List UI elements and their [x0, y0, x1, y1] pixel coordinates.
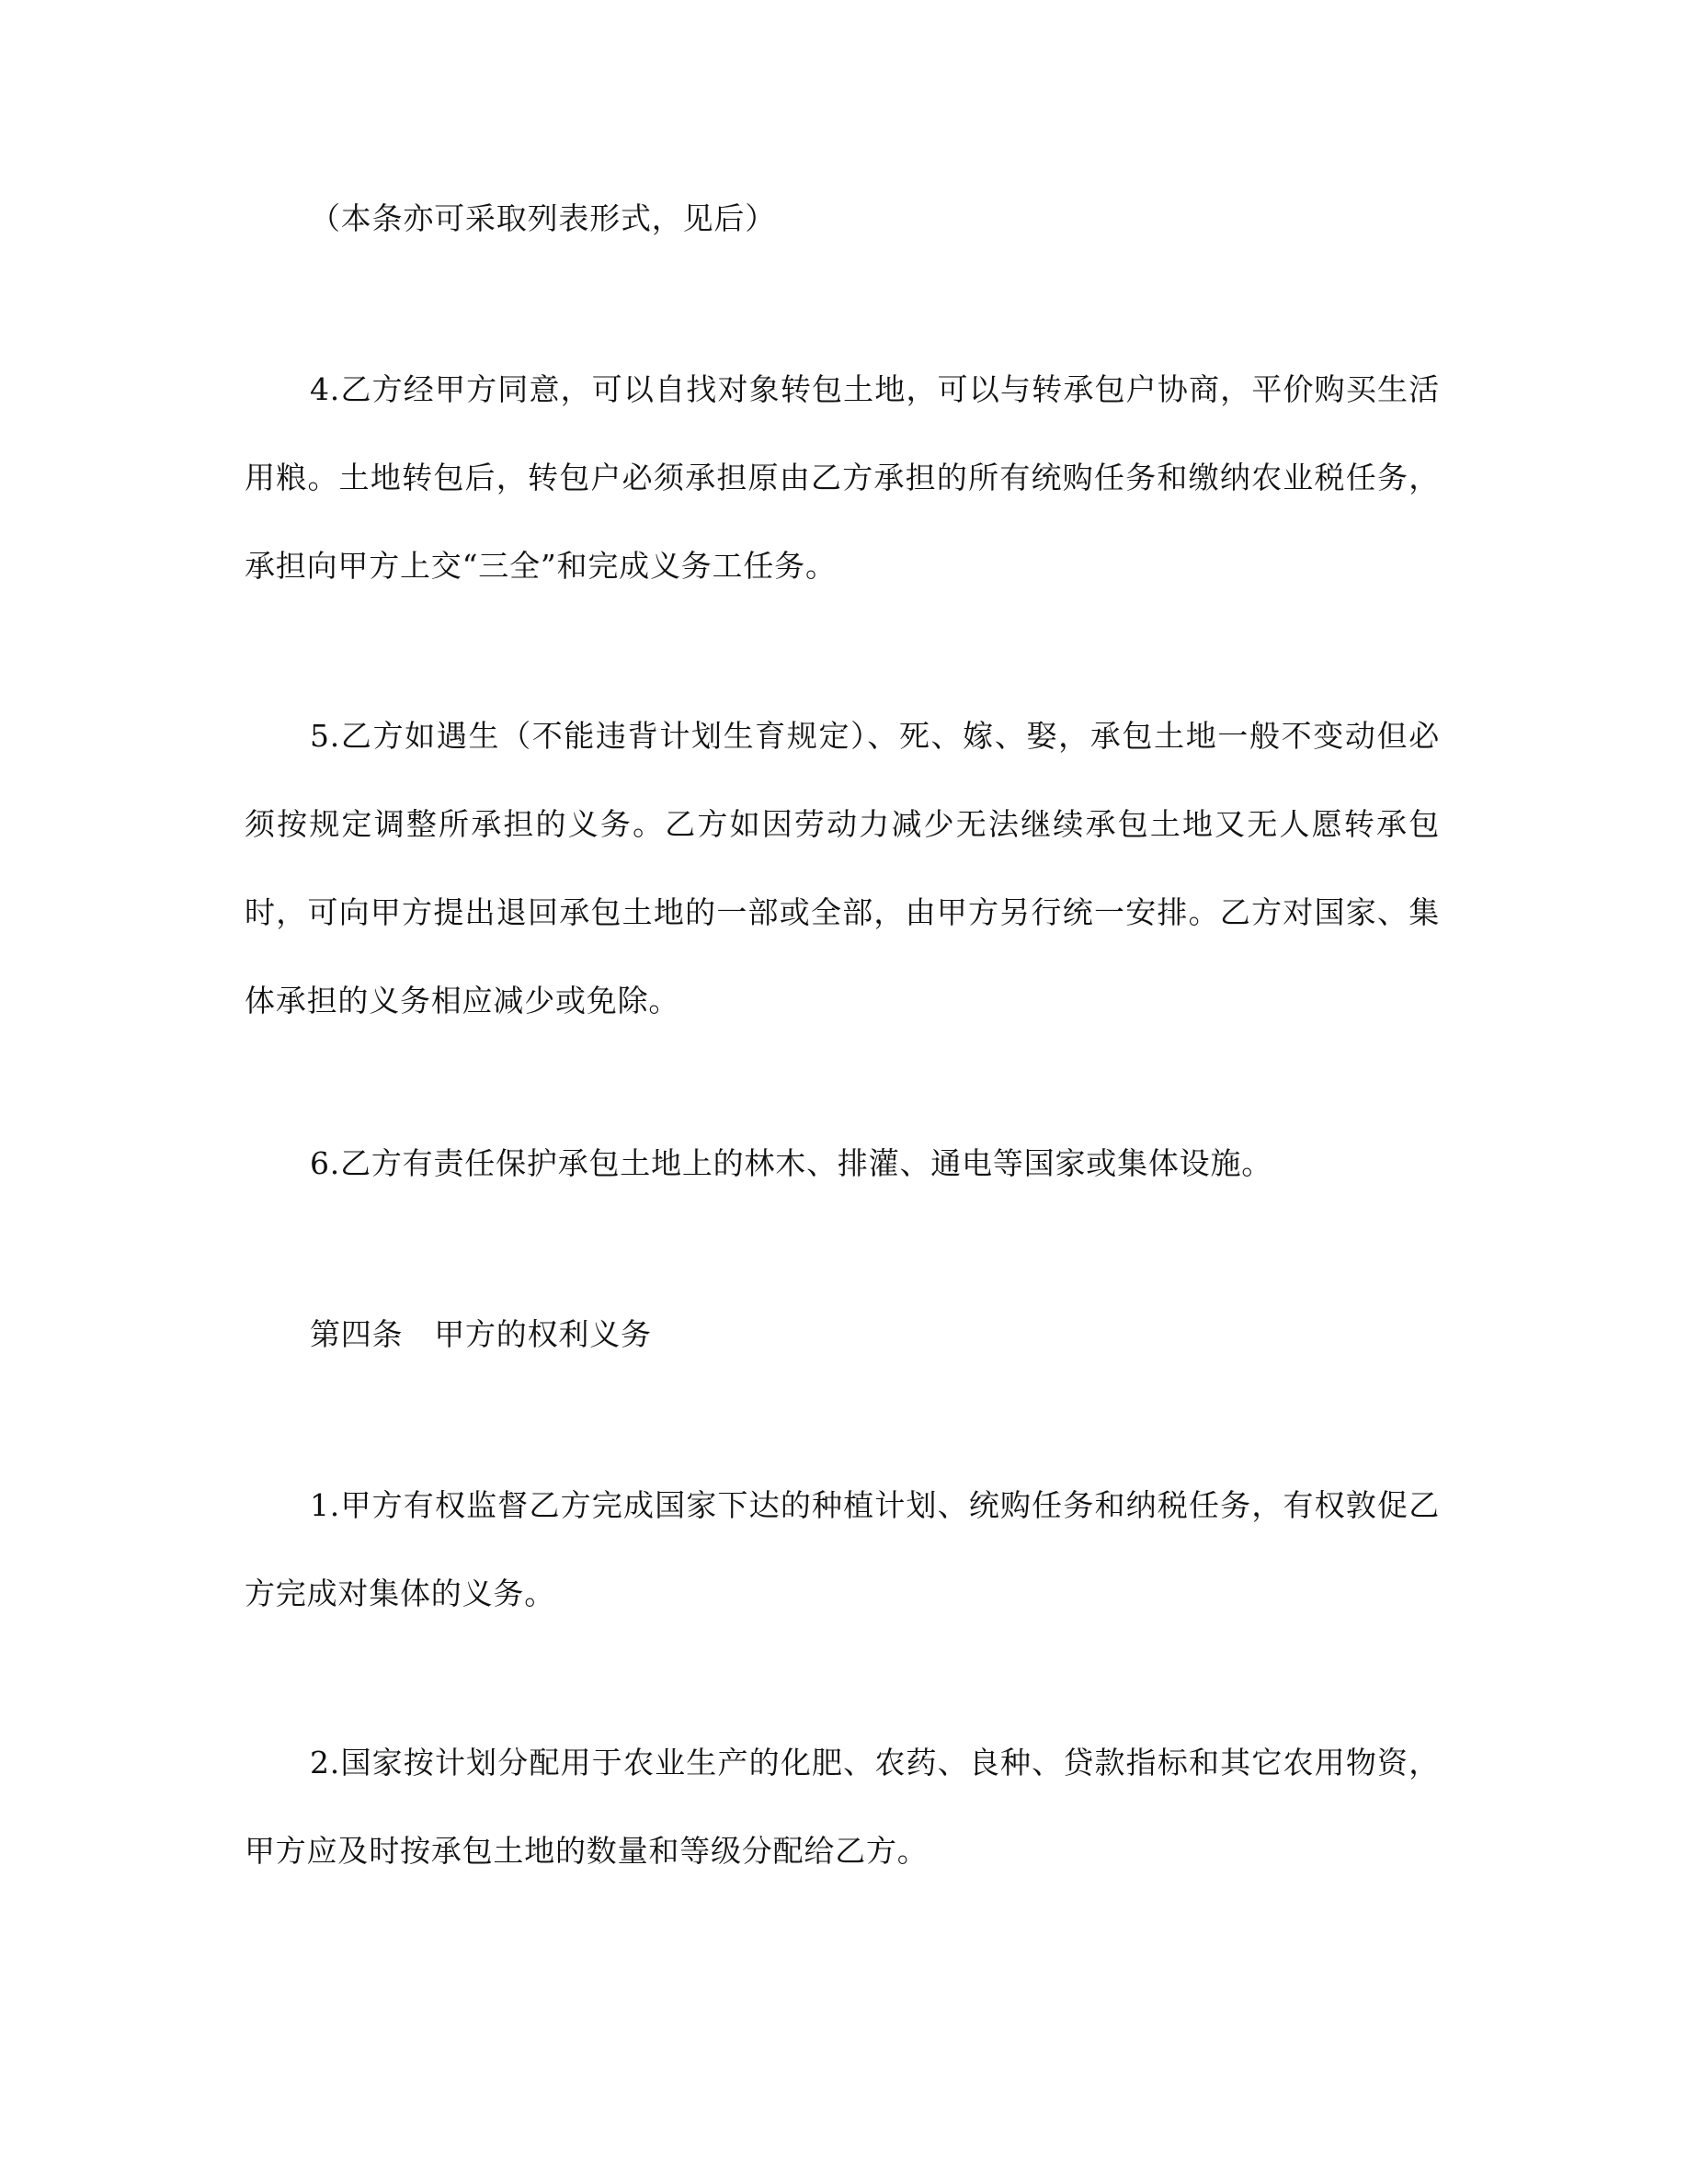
clause-paragraph-1: 1.甲方有权监督乙方完成国家下达的种植计划、统购任务和纳税任务，有权敦促乙方完成对集体的义务。: [245, 1487, 1440, 1611]
clause-paragraph-2: 2.国家按计划分配用于农业生产的化肥、农药、良种、贷款指标和其它农用物资，甲方应及时按承包土地的数量和等级分配给乙方。: [245, 1745, 1440, 1869]
clause-paragraph-5: 5.乙方如遇生（不能违背计划生育规定）、死、嫁、娶，承包土地一般不变动但必须按规定调整所承担的义务。乙方如因劳动力减少无法继续承包土地又无人愿转承包时，可向甲方提出退回承包土地的一部或全部，由甲方另行统一安排。乙方对国家、集体承担的义务相应减少或免除。: [245, 718, 1440, 1018]
article-heading: 第四条 甲方的权利义务: [310, 1316, 652, 1352]
clause-paragraph-6: 6.乙方有责任保护承包土地上的林木、排灌、通电等国家或集体设施。: [310, 1145, 1273, 1181]
note-paragraph: （本条亦可采取列表形式，见后）: [310, 200, 776, 236]
clause-paragraph-4: 4.乙方经甲方同意，可以自找对象转包土地，可以与转承包户协商，平价购买生活用粮。土地转包后，转包户必须承担原由乙方承担的所有统购任务和缴纳农业税任务，承担向甲方上交“三全”和完成义务工任务。: [245, 371, 1440, 584]
